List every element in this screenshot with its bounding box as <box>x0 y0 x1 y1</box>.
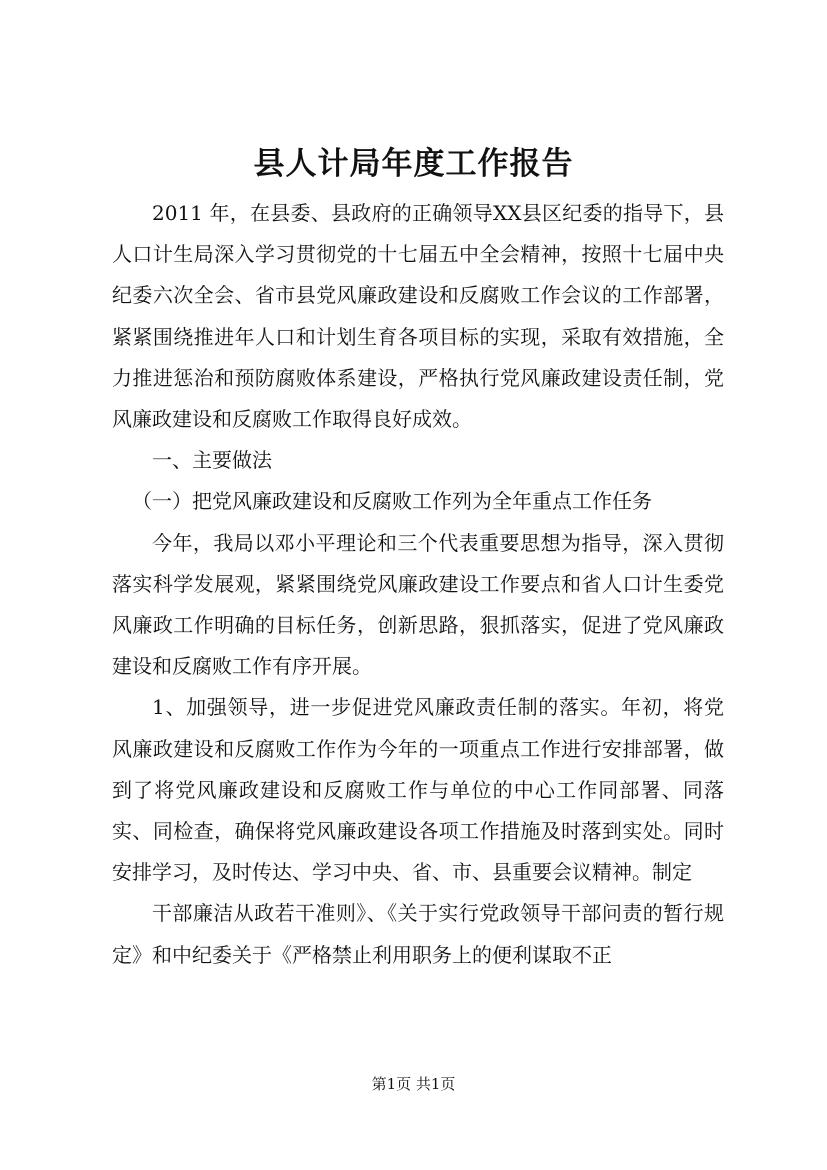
intro-paragraph: 2011 年，在县委、县政府的正确领导XX县区纪委的指导下，县人口计生局深入学习贯彻党的十七届五中全会精神，按照十七届中央纪委六次全会、省市县党风廉政建设和反腐败工作会议的工作部署，紧紧围绕推进年人口和计划生育各项目标的实现，采取有效措施，全力推进惩治和预防腐败体系建设，严格执行党风廉政建设责任制，党风廉政建设和反腐败工作取得良好成效。 <box>112 201 724 432</box>
document-title: 县人计局年度工作报告 <box>253 146 574 182</box>
body-paragraph: 今年，我局以邓小平理论和三个代表重要思想为指导，深入贯彻落实科学发展观，紧紧围绕党风廉政建设工作要点和省人口计生委党风廉政工作明确的目标任务，创新思路，狠抓落实，促进了党风廉政建设和反腐败工作有序开展。 <box>112 530 724 679</box>
subsection-heading-1: （一）把党风廉政建设和反腐败工作列为全年重点工作任务 <box>132 489 652 514</box>
document-body <box>112 193 724 976</box>
body-paragraph: 1、加强领导，进一步促进党风廉政责任制的落实。年初，将党风廉政建设和反腐败工作作为今年的一项重点工作进行安排部署，做到了将党风廉政建设和反腐败工作与单位的中心工作同部署、同落实、同检查，确保将党风廉政建设各项工作措施及时落到实处。同时安排学习，及时传达、学习中央、省、市、县重要会议精神。制定 <box>112 695 724 885</box>
page-footer: 第1页 共1页 <box>371 1075 456 1093</box>
section-heading-main-practices: 一、主要做法 <box>152 448 272 473</box>
body-paragraph: 干部廉洁从政若干准则》、《关于实行党政领导干部问责的暂行规定》和中纪委关于《严格禁止利用职务上的便利谋取不正 <box>112 901 724 967</box>
